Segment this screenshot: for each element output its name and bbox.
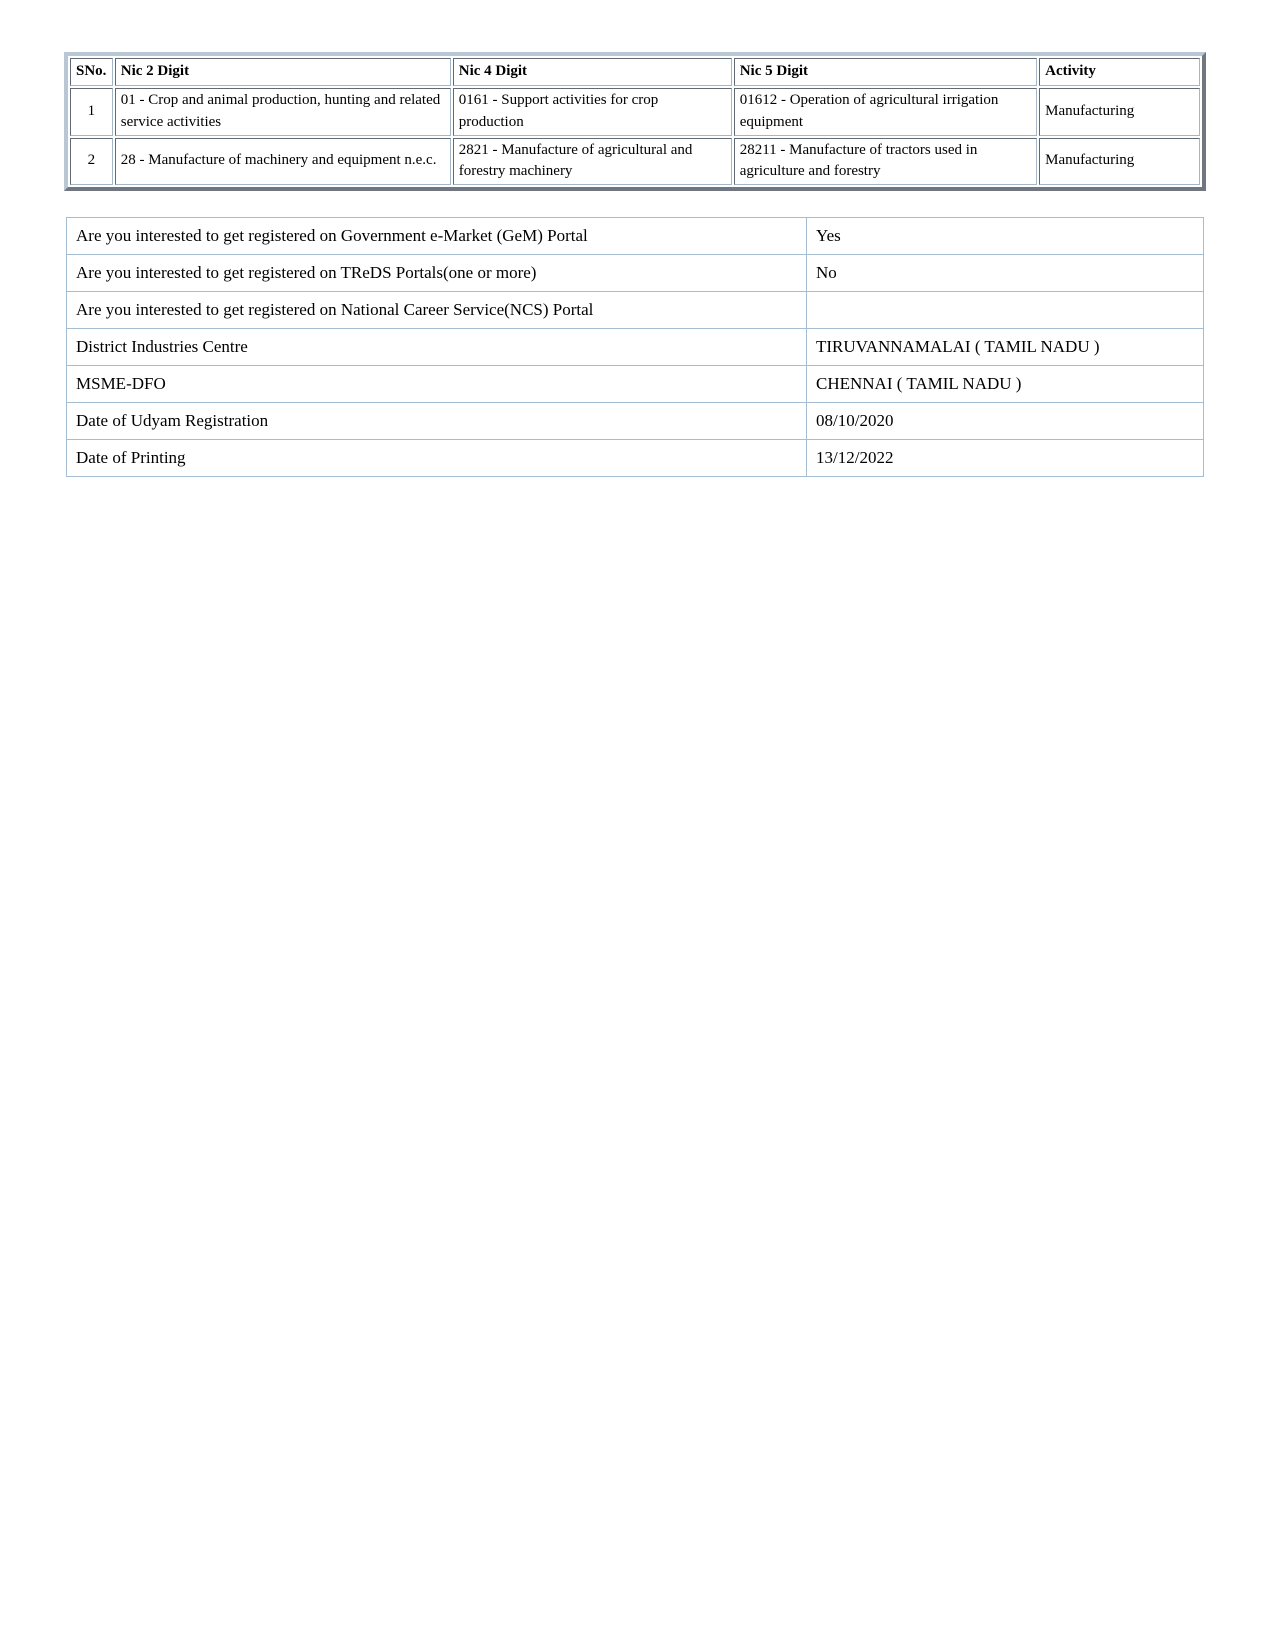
nic-header-nic2: Nic 2 Digit <box>115 58 451 86</box>
info-label: District Industries Centre <box>67 329 807 366</box>
info-value: TIRUVANNAMALAI ( TAMIL NADU ) <box>807 329 1204 366</box>
info-label: Are you interested to get registered on National Career Service(NCS) Portal <box>67 292 807 329</box>
nic-cell-sno: 2 <box>70 138 113 186</box>
nic-header-activity: Activity <box>1039 58 1200 86</box>
nic-cell-nic2: 01 - Crop and animal production, hunting and related service activities <box>115 88 451 136</box>
nic-classification-table <box>64 52 1206 191</box>
info-label: MSME-DFO <box>67 366 807 403</box>
info-label: Date of Udyam Registration <box>67 403 807 440</box>
nic-table-row <box>70 88 1200 136</box>
info-value: 08/10/2020 <box>807 403 1204 440</box>
info-label: Date of Printing <box>67 440 807 477</box>
nic-cell-nic4: 2821 - Manufacture of agricultural and forestry machinery <box>453 138 732 186</box>
nic-header-nic5: Nic 5 Digit <box>734 58 1037 86</box>
info-value: CHENNAI ( TAMIL NADU ) <box>807 366 1204 403</box>
info-label: Are you interested to get registered on TReDS Portals(one or more) <box>67 255 807 292</box>
info-value: Yes <box>807 218 1204 255</box>
nic-cell-nic2: 28 - Manufacture of machinery and equipment n.e.c. <box>115 138 451 186</box>
info-label: Are you interested to get registered on Government e-Market (GeM) Portal <box>67 218 807 255</box>
info-row-district-industries-centre <box>67 329 1204 366</box>
info-row-ncs-portal <box>67 292 1204 329</box>
info-row-msme-dfo <box>67 366 1204 403</box>
info-row-registration-date <box>67 403 1204 440</box>
info-row-printing-date <box>67 440 1204 477</box>
nic-cell-activity: Manufacturing <box>1039 138 1200 186</box>
nic-cell-nic5: 28211 - Manufacture of tractors used in agriculture and forestry <box>734 138 1037 186</box>
nic-table-row <box>70 138 1200 186</box>
nic-header-sno: SNo. <box>70 58 113 86</box>
info-value <box>807 292 1204 329</box>
nic-cell-nic5: 01612 - Operation of agricultural irrigation equipment <box>734 88 1037 136</box>
nic-table-header-row <box>70 58 1200 86</box>
info-value: 13/12/2022 <box>807 440 1204 477</box>
info-value: No <box>807 255 1204 292</box>
info-row-gem-portal <box>67 218 1204 255</box>
nic-header-nic4: Nic 4 Digit <box>453 58 732 86</box>
registration-info-table <box>66 217 1204 477</box>
info-row-treds-portal <box>67 255 1204 292</box>
nic-cell-sno: 1 <box>70 88 113 136</box>
nic-cell-nic4: 0161 - Support activities for crop production <box>453 88 732 136</box>
nic-cell-activity: Manufacturing <box>1039 88 1200 136</box>
